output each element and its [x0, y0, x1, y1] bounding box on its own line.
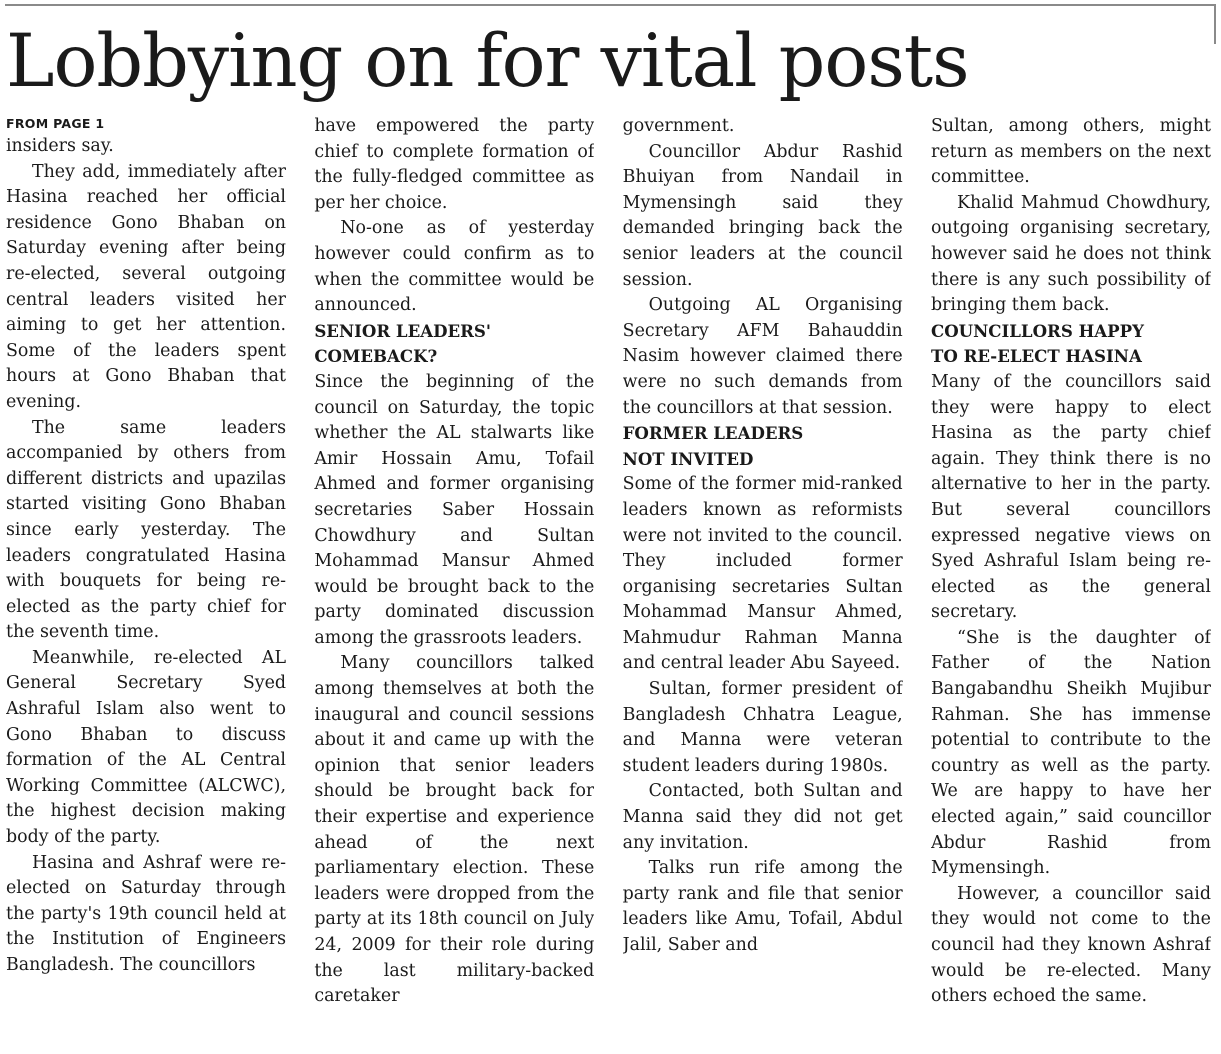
- subhead: COMEBACK?: [314, 346, 438, 367]
- paragraph: insiders say.: [6, 136, 114, 156]
- top-rule: [5, 4, 1216, 6]
- paragraph: “She is the daughter of Father of the Nation Bangabandhu Sheikh Mujibur Rahman. She has immense potential to contribute to the country as well as the party. We are happy to have her elected again,” said councillor Abdur Rashid from Mymensingh.: [930, 627, 1211, 879]
- article-columns: [6, 114, 1211, 1054]
- column-4: [931, 114, 1211, 1054]
- paragraph: Contacted, both Sultan and Manna said they did not get any invitation.: [622, 781, 903, 853]
- subhead: NOT INVITED: [622, 448, 754, 469]
- subhead: TO RE-ELECT HASINA: [930, 346, 1142, 367]
- paragraph: Outgoing AL Organising Secretary AFM Bahauddin Nasim however claimed there were no such demands from the councillors at that session.: [622, 295, 903, 418]
- column-3: [623, 114, 903, 1054]
- paragraph: Councillor Abdur Rashid Bhuiyan from Nandail in Mymensingh said they demanded bringing back the senior leaders at the council session.: [622, 141, 903, 290]
- paragraph: Since the beginning of the council on Saturday, the topic whether the AL stalwarts like Amir Hossain Amu, Tofail Ahmed and former organising secretaries Saber Hossain Chowdhury and Sultan Mohammad Mansur Ahmed would be brought back to the party dominated discussion among the grassroots leaders.: [314, 371, 595, 648]
- paragraph: The same leaders accompanied by others from different districts and upazilas started visiting Gono Bhaban since early yesterday. The leaders congratulated Hasina with bouquets for being re-elected as the party chief for the seventh time.: [6, 417, 286, 643]
- kicker: FROM PAGE 1: [6, 116, 105, 131]
- subhead: SENIOR LEADERS': [314, 320, 491, 341]
- paragraph: Khalid Mahmud Chowdhury, outgoing organising secretary, however said he does not think there is any such possibility of bringing them back.: [930, 192, 1211, 316]
- paragraph: However, a councillor said they would not come to the council had they known Ashraf would be re-elected. Many others echoed the same.: [930, 883, 1211, 1007]
- paragraph: Hasina and Ashraf were re-elected on Saturday through the party's 19th council held at the Institution of Engineers Bangladesh. The councillors: [6, 852, 286, 975]
- paragraph: Sultan, among others, might return as members on the next committee.: [930, 116, 1211, 188]
- headline: Lobbying on for vital posts: [6, 19, 969, 104]
- paragraph: Many of the councillors said they were happy to elect Hasina as the party chief again. They think there is no alternative to her in the party. But several councillors expressed negative views on Syed Ashraful Islam being re-elected as the general secretary.: [930, 371, 1211, 623]
- paragraph: Many councillors talked among themselves at both the inaugural and council sessions about it and came up with the opinion that senior leaders should be brought back for their expertise and experience ahead of the next parliamentary election. These leaders were dropped from the party at its 18th council on July 24, 2009 for their role during the last military-backed caretaker: [314, 653, 595, 1007]
- column-2: [314, 114, 594, 1054]
- column-1: [6, 114, 286, 1054]
- side-rule: [1214, 4, 1216, 44]
- paragraph: have empowered the party chief to complete formation of the fully-fledged committee as per her choice.: [314, 116, 595, 213]
- paragraph: They add, immediately after Hasina reached her official residence Gono Bhaban on Saturday evening after being re-elected, several outgoing central leaders visited her aiming to get her attention. Some of the leaders spent hours at Gono Bhaban that evening.: [6, 161, 286, 412]
- paragraph: government.: [622, 116, 735, 136]
- paragraph: Talks run rife among the party rank and file that senior leaders like Amu, Tofail, Abdul Jalil, Saber and: [622, 858, 903, 955]
- paragraph: Meanwhile, re-elected AL General Secretary Syed Ashraful Islam also went to Gono Bhaban to discuss formation of the AL Central Working Committee (ALCWC), the highest decision making body of the party.: [6, 647, 286, 848]
- paragraph: No-one as of yesterday however could confirm as to when the committee would be announced.: [314, 218, 595, 316]
- subhead: COUNCILLORS HAPPY: [930, 320, 1144, 341]
- subhead: FORMER LEADERS: [622, 423, 804, 444]
- paragraph: Sultan, former president of Bangladesh Chhatra League, and Manna were veteran student leaders during 1980s.: [622, 679, 903, 776]
- paragraph: Some of the former mid-ranked leaders known as reformists were not invited to the council. They included former organising secretaries Sultan Mohammad Mansur Ahmed, Mahmudur Rahman Manna and central leader Abu Sayeed.: [622, 474, 903, 674]
